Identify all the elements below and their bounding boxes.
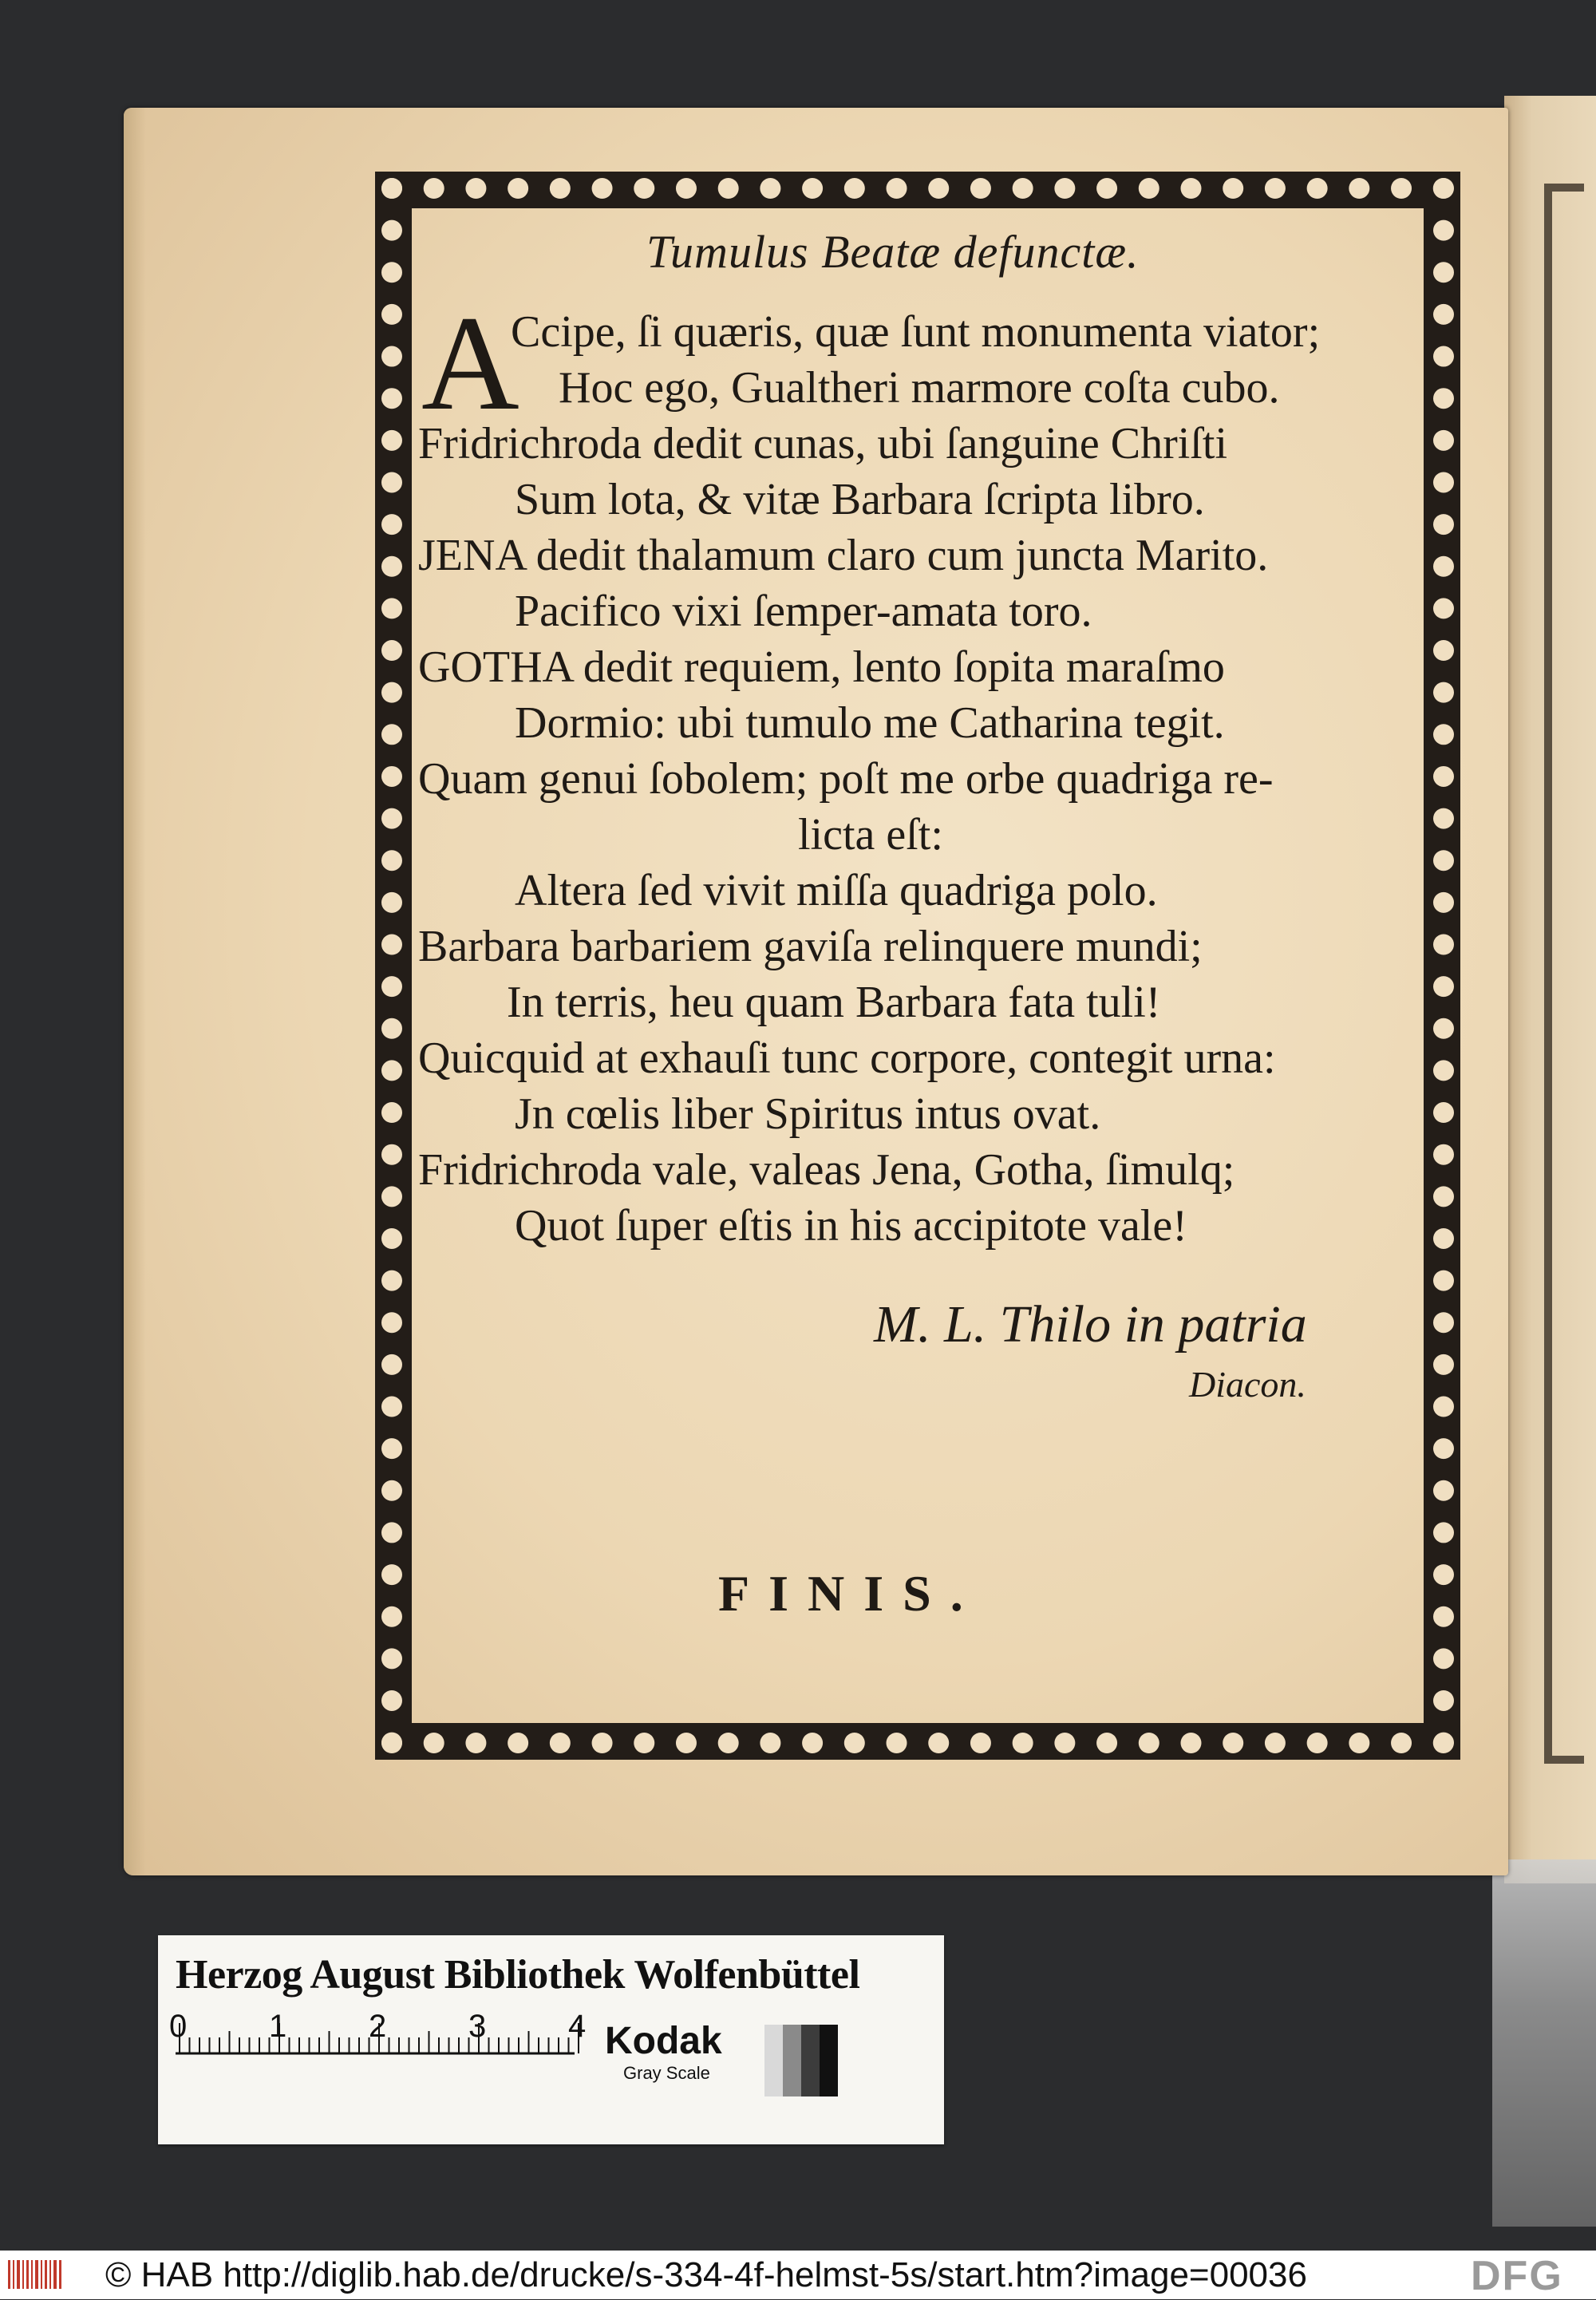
poem-line: Barbara barbariem gaviſa relinquere mundi; xyxy=(418,922,1203,971)
poem-line: Pacifico vixi ſemper-amata toro. xyxy=(515,587,1092,636)
poem-line: Jn cœlis liber Spiritus intus ovat. xyxy=(515,1089,1101,1139)
poem-line: GOTHA dedit requiem, lento ſopita maraſmo xyxy=(418,642,1225,692)
gray-swatch xyxy=(783,2025,801,2096)
poem-line: Quam genui ſobolem; poſt me orbe quadriga re- xyxy=(418,754,1274,804)
finis: FINIS. xyxy=(718,1565,982,1622)
ruler-number: 0 xyxy=(169,2009,188,2044)
gray-swatch xyxy=(764,2025,783,2096)
barcode-icon xyxy=(6,2257,65,2292)
signature: M. L. Thilo in patria xyxy=(874,1295,1307,1354)
poem-line: Ccipe, ſi quæris, quæ ſunt monumenta viator; xyxy=(511,307,1321,357)
gray-scale-caption: Gray Scale xyxy=(623,2063,710,2083)
ruler-number: 3 xyxy=(468,2009,487,2044)
poem-line: Quicquid at exhauſi tunc corpore, contegit urna: xyxy=(418,1033,1276,1083)
poem-line: Fridrichroda vale, valeas Jena, Gotha, ſimulq; xyxy=(418,1145,1235,1195)
plastic-sleeve xyxy=(1492,1859,1596,2227)
dfg-logo: DFG xyxy=(1471,2253,1563,2299)
adjacent-page-border xyxy=(1544,184,1584,1764)
gray-swatch xyxy=(801,2025,820,2096)
poem-line: licta eſt: xyxy=(798,810,943,860)
poem-line: Altera ſed vivit miſſa quadriga polo. xyxy=(515,866,1158,915)
ruler-number: 1 xyxy=(269,2009,287,2044)
kodak-logo: Kodak xyxy=(605,2020,722,2062)
poem-line: In terris, heu quam Barbara fata tuli! xyxy=(507,978,1161,1027)
library-label xyxy=(158,1935,944,2144)
drop-capital: A xyxy=(421,288,519,438)
poem-line: Quot ſuper eſtis in his accipitote vale! xyxy=(515,1201,1187,1251)
ruler-number: 4 xyxy=(568,2009,587,2044)
page-heading: Tumulus Beatæ defunctæ. xyxy=(646,226,1140,278)
poem-line: Dormio: ubi tumulo me Catharina tegit. xyxy=(515,698,1225,748)
footer-bar xyxy=(0,2251,1596,2299)
page-edge xyxy=(124,108,146,1875)
poem-line: Fridrichroda dedit cunas, ubi ſanguine Chriſti xyxy=(418,419,1228,468)
signature-title: Diacon. xyxy=(1189,1364,1306,1405)
ruler-number: 2 xyxy=(369,2009,387,2044)
library-name: Herzog August Bibliothek Wolfenbüttel xyxy=(176,1952,860,1998)
gray-swatch xyxy=(820,2025,838,2096)
page-text xyxy=(415,215,1412,1716)
poem-line: Hoc ego, Gualtheri marmore coſta cubo. xyxy=(559,363,1280,413)
poem-line: JENA dedit thalamum claro cum juncta Marito. xyxy=(418,531,1269,580)
poem-line: Sum lota, & vitæ Barbara ſcripta libro. xyxy=(515,475,1205,524)
copyright-url[interactable]: © HAB http://diglib.hab.de/drucke/s-334-4f-helmst-5s/start.htm?image=00036 xyxy=(105,2255,1307,2294)
